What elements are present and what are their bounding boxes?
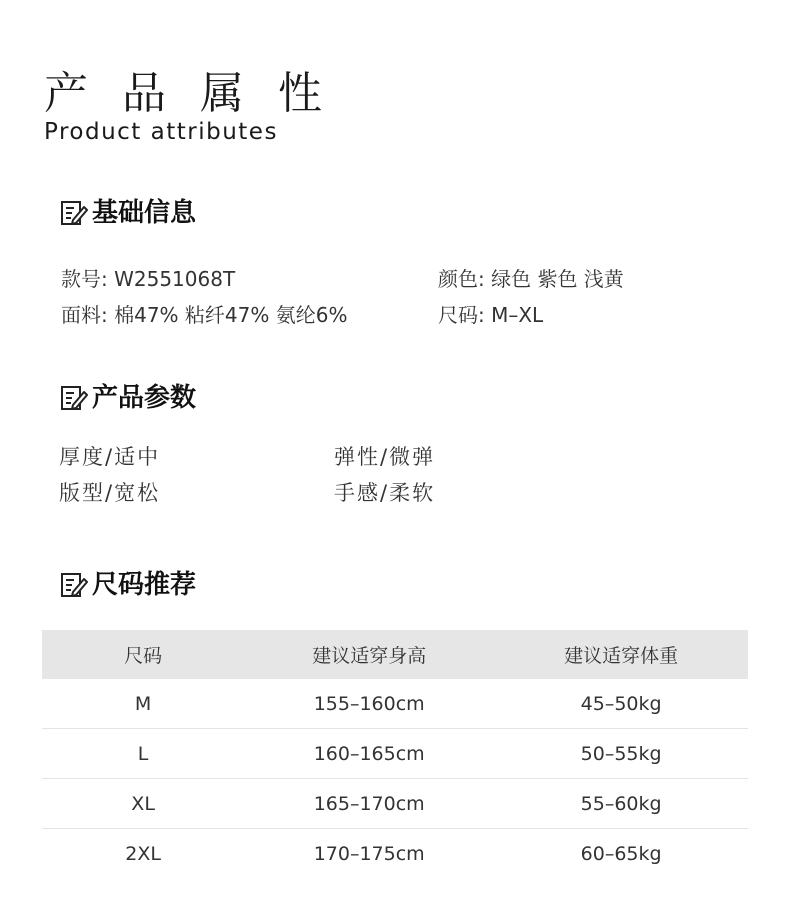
edit-note-icon (60, 199, 88, 227)
cell-weight: 50–55kg (494, 729, 748, 779)
section-heading-label: 尺码推荐 (92, 570, 197, 600)
edit-note-icon (60, 571, 88, 599)
cell-height: 160–165cm (244, 729, 494, 779)
table-row (42, 729, 748, 779)
cell-size: 2XL (125, 842, 161, 865)
cell-size: M (42, 679, 244, 729)
cell-size: XL (42, 779, 244, 829)
table-row (42, 779, 748, 829)
page-subtitle: Product attributes (44, 119, 278, 145)
column-header-height: 建议适穿身高 (244, 630, 494, 679)
cell-height: 165–170cm (244, 779, 494, 829)
section-heading-label: 基础信息 (92, 198, 197, 228)
column-header-weight: 建议适穿体重 (494, 630, 748, 679)
cell-height: 170–175cm (313, 842, 425, 865)
size-range: 尺码: M–XL (438, 303, 544, 327)
param-fit: 版型/宽松 (59, 481, 161, 505)
cell-size: L (42, 729, 244, 779)
table-header-row (42, 630, 748, 679)
section-heading-basic-info (60, 196, 196, 230)
section-heading-product-params (60, 381, 196, 415)
color-options: 颜色: 绿色 紫色 浅黄 (438, 267, 624, 291)
size-recommendation-table (42, 630, 748, 878)
fabric-composition: 面料: 棉47% 粘纤47% 氨纶6% (61, 303, 348, 327)
param-elasticity: 弹性/微弹 (334, 445, 436, 469)
cell-height: 155–160cm (244, 679, 494, 729)
cell-weight: 45–50kg (494, 679, 748, 729)
cell-weight: 60–65kg (580, 842, 662, 865)
cell-weight: 55–60kg (494, 779, 748, 829)
edit-note-icon (60, 384, 88, 412)
style-number: 款号: W2551068T (61, 267, 236, 291)
section-heading-label: 产品参数 (92, 383, 197, 413)
column-header-size: 尺码 (42, 630, 244, 679)
page-title: 产 品 属 性 (44, 68, 332, 119)
section-heading-size-recommendation (60, 568, 196, 602)
param-thickness: 厚度/适中 (59, 445, 161, 469)
param-feel: 手感/柔软 (334, 481, 436, 505)
table-row (42, 829, 748, 879)
table-row (42, 679, 748, 729)
